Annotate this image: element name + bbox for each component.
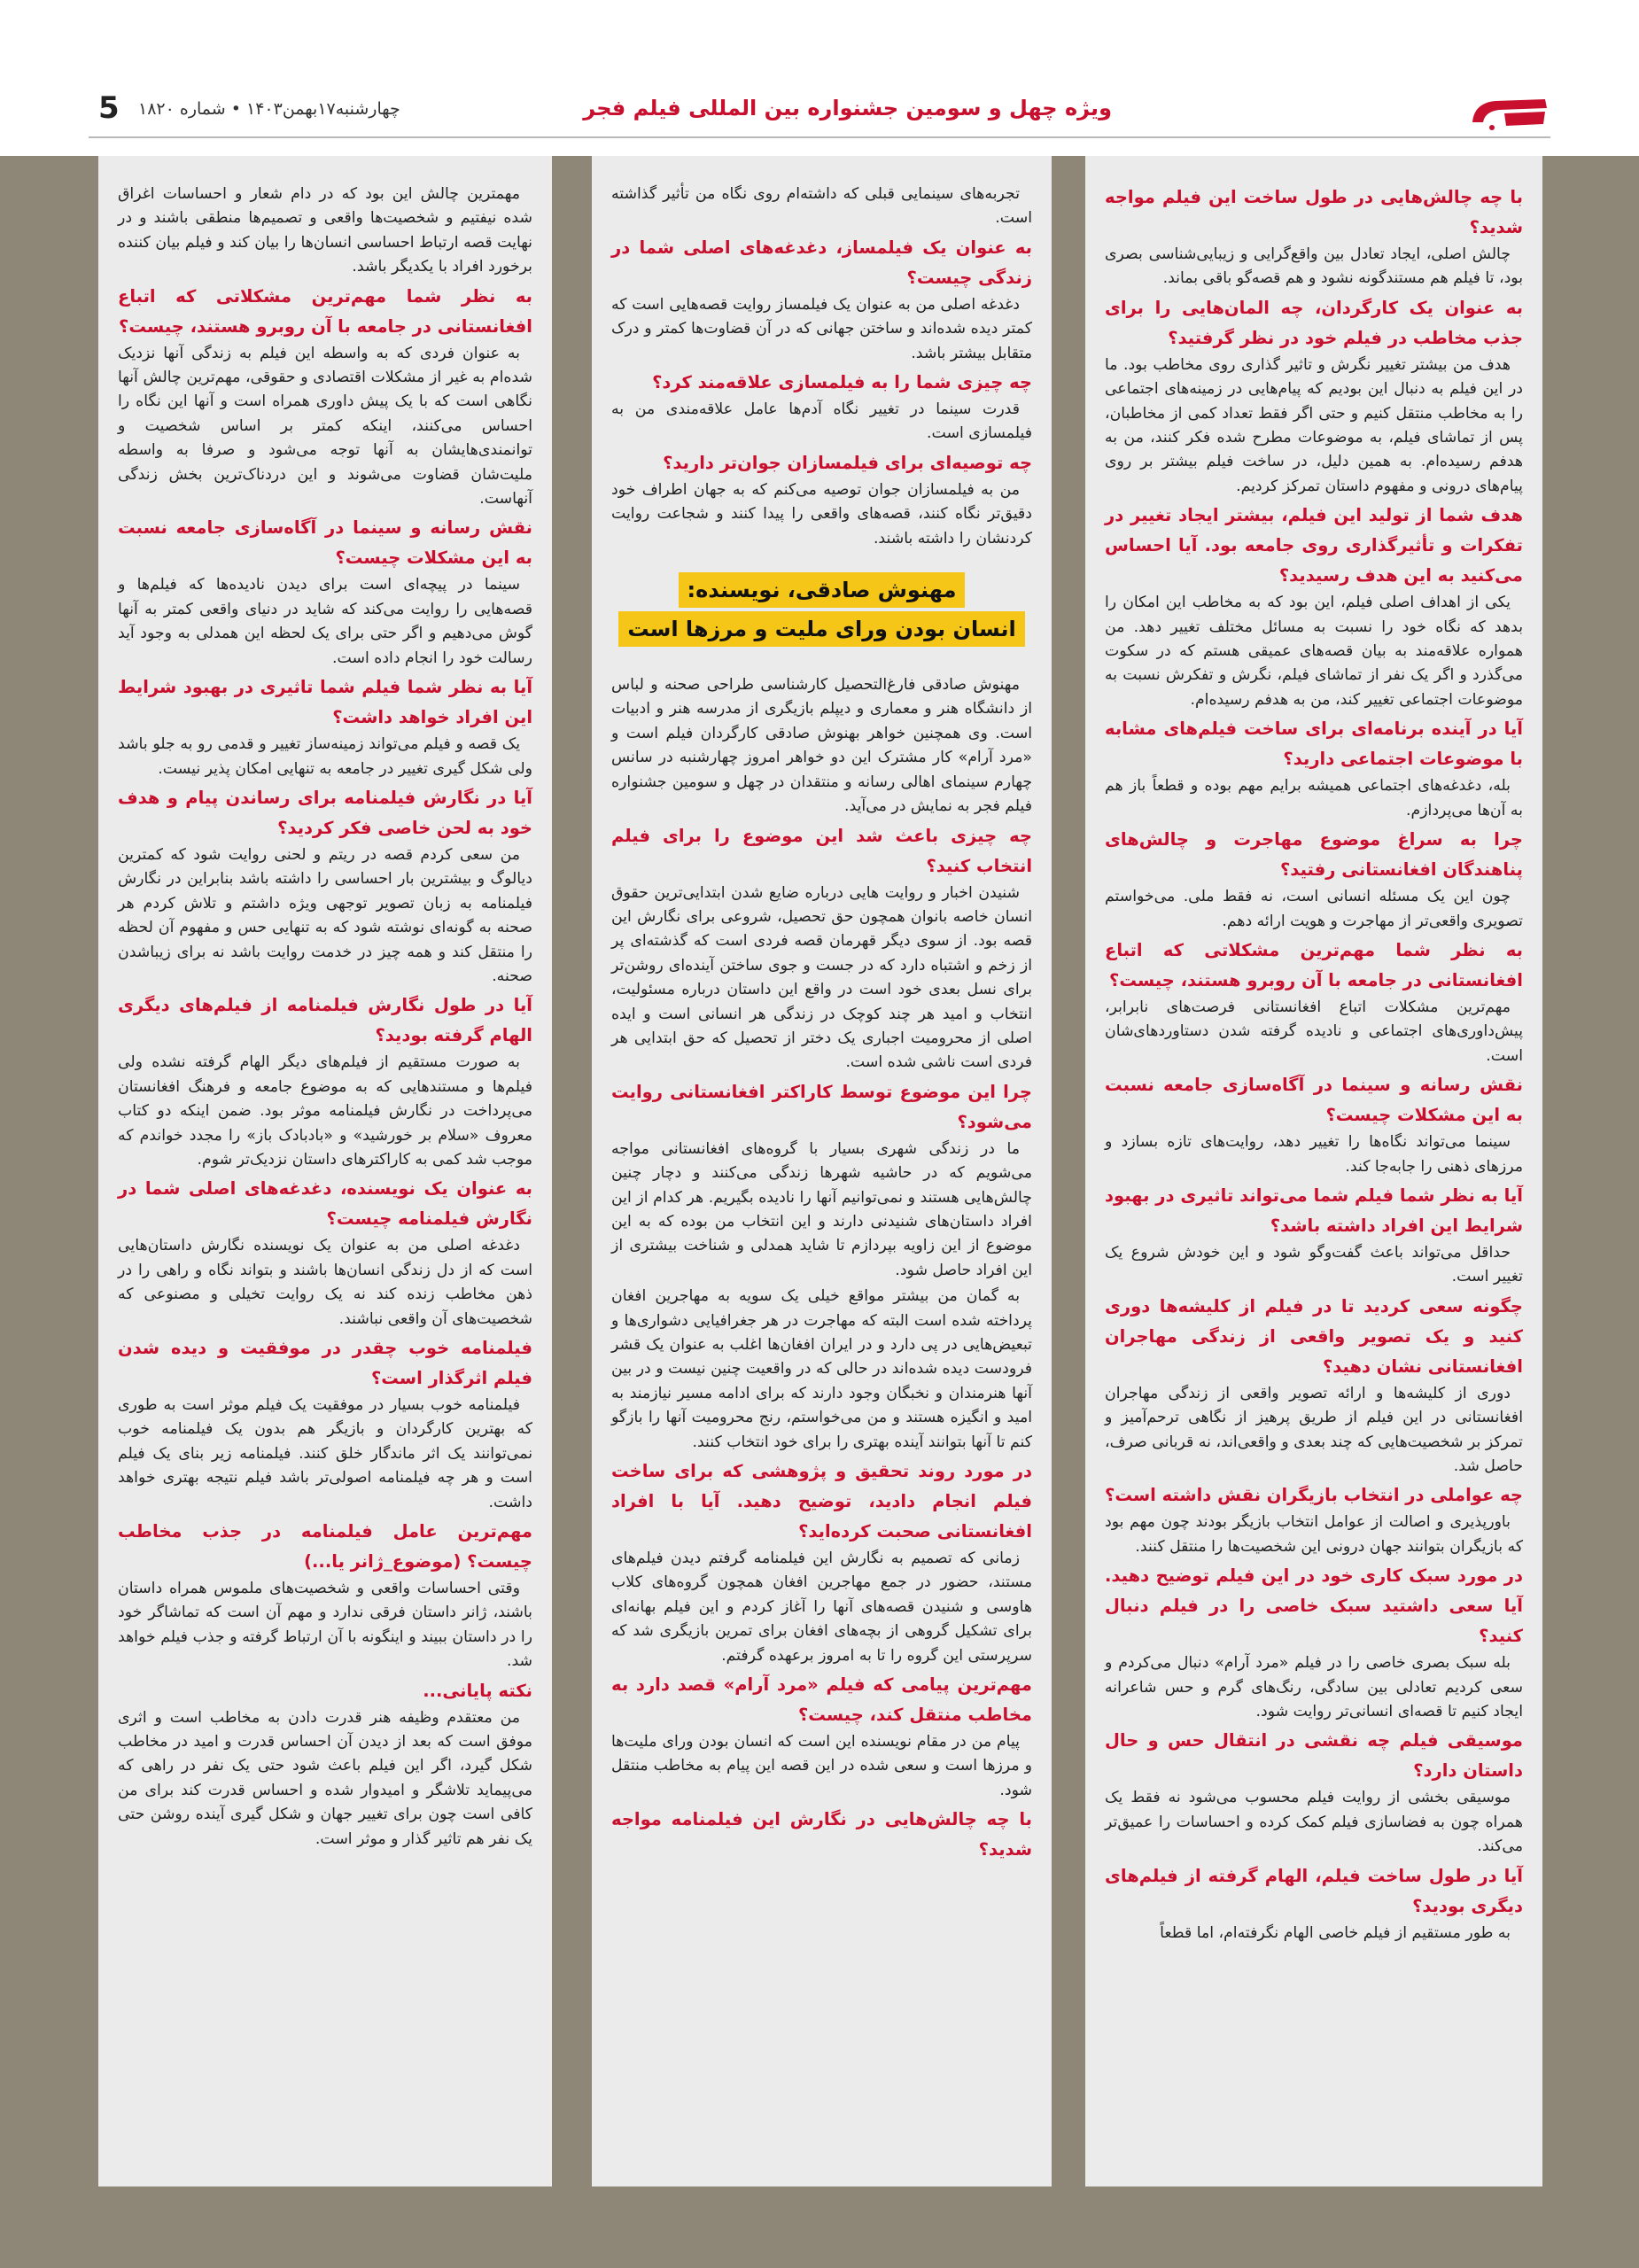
answer-paragraph: حداقل می‌تواند باعث گفت‌و‌گو شود و این خودش شروع یک تغییر است. bbox=[1105, 1243, 1523, 1286]
question-heading: فیلمنامه خوب چقدر در موفقیت و دیده شدن فیلم اثرگذار است؟ bbox=[118, 1338, 532, 1388]
saba-logo-icon bbox=[1469, 90, 1550, 133]
answer-paragraph: فیلمنامه خوب بسیار در موفقیت یک فیلم موثر است به طوری که بهترین کارگردان و بازیگر هم بدون یک فیلمنامه خوب نمی‌توانند یک اثر ماندگار خلق کنند. فیلمنامه زیر بنای یک فیلم است و هر چه فیلمنامه اصولی‌تر باشد فیلم نتیجه بهتری خواهد داشت. bbox=[118, 1396, 532, 1511]
answer-paragraph: به گمان من بیشتر مواقع خیلی یک سویه به مهاجرین افغان پرداخته شده است البته که مهاجرت در هر جغرافیایی دشواری‌ها و تبعیض‌هایی در پی دارد و در ایران افغان‌ها اغلب به عنوان یک قشر فرودست دیده شده‌اند در حالی که در واقعیت چنین نیست و در بین آنها هنرمندان و نخبگان وجود دارند که برای ادامه مسیر نیازمند به امید و انگیزه هستند و من می‌خواستم، رنج محرومیت آنها را بازگو کنم تا آنها بتوانند آینده بهتری را برای خود انتخاب کنند. bbox=[611, 1287, 1032, 1451]
question-heading: چرا این موضوع توسط کاراکتر افغانستانی روایت می‌شود؟ bbox=[611, 1081, 1032, 1132]
answer-paragraph: یکی از اهداف اصلی فیلم، این بود که به مخاطب این امکان را بدهد که نگاه خود را نسبت به مسائل مختلف تغییر دهد. من همواره علاقه‌مند به بیان قصه‌های عمیقی هستم که در سکوت می‌گذرد و اگر یک نفر از تماشای فیلم، نگرش و تفکرش نسبت به موضوعات اجتماعی تغییر کند، من به هدفم رسیده‌ام. bbox=[1105, 594, 1523, 709]
interview-callout bbox=[611, 571, 1032, 649]
question-heading: چه چیزی باعث شد این موضوع را برای فیلم انتخاب کنید؟ bbox=[611, 825, 1032, 876]
answer-paragraph: به صورت مستقیم از فیلم‌های دیگر الهام گرفته نشده ولی فیلم‌ها و مستندهایی که به موضوع جامعه و فرهنگ افغانستان می‌پرداخت در نگارش فیلمنامه موثر بود. ضمن اینکه دو کتاب معروف «سلام بر خورشید» و «بادبادک باز» را مجدد خواندم که موجب شد کمی به کاراکترهای داستان نزدیک‌تر شوم. bbox=[118, 1053, 532, 1169]
question-heading: در مورد روند تحقیق و پژوهشی که برای ساخت فیلم انجام دادید، توضیح دهید. آیا با افراد افغانستانی صحبت کرده‌اید؟ bbox=[611, 1461, 1032, 1542]
answer-paragraph: مهمترین چالش این بود که در دام شعار و احساسات اغراق شده نیفتیم و شخصیت‌ها واقعی و تصمیم‌ها منطقی باشند و در نهایت قصه ارتباط احساسی انسان‌ها را بیان کند و فیلم بیان کننده برخورد افراد با یکدیگر باشد. bbox=[118, 185, 532, 276]
question-heading: هدف شما از تولید این فیلم، بیشتر ایجاد تغییر در تفکرات و تأثیر‌گذاری روی جامعه بود. آیا احساس می‌کنید به این هدف رسیدید؟ bbox=[1105, 505, 1523, 586]
answer-paragraph: یک قصه و فیلم می‌تواند زمینه‌ساز تغییر و قدمی رو به جلو باشد ولی شکل گیری تغییر در جامعه به تنهایی امکان پذیر نیست. bbox=[118, 735, 532, 778]
question-heading: نقش رسانه و سینما در آگاه‌سازی جامعه نسبت به این مشکلات چیست؟ bbox=[118, 517, 532, 569]
question-heading: آیا در طول نگارش فیلمنامه از فیلم‌های دیگری الهام گرفته بودید؟ bbox=[118, 995, 532, 1046]
question-heading: آیا در آینده برنامه‌ای برای ساخت فیلم‌های مشابه با موضوعات اجتماعی دارید؟ bbox=[1105, 718, 1523, 770]
question-heading: به عنوان یک فیلمساز، دغدغه‌های اصلی شما در زندگی چیست؟ bbox=[611, 237, 1032, 288]
callout-line-2: انسان بودن ورای ملیت و مرزها است bbox=[618, 611, 1024, 647]
answer-paragraph: باورپذیری و اصالت از عوامل انتخاب بازیگر بودند چون مهم بود که بازیگران بتوانند جهان درونی این شخصیت‌ها را منتقل کنند. bbox=[1105, 1513, 1523, 1556]
question-heading: به نظر شما مهم‌ترین مشکلاتی که اتباع افغانستانی در جامعه با آن روبرو هستند، چیست؟ bbox=[118, 285, 532, 337]
answer-paragraph: من معتقدم وظیفه هنر قدرت دادن به مخاطب است و اثری موفق است که بعد از دیدن آن احساس قدرت و امید در مخاطب شکل گیرد، اگر این فیلم باعث شود حتی یک نفر در راهی که می‌پیماید تلاشگر و امیدوار شده و احساس قدرت کند برای من کافی است چون برای تغییر جهان و شکل گیری آینده روشن حتی یک نفر هم تاثیر گذار و موثر است. bbox=[118, 1708, 532, 1848]
answer-paragraph: مهنوش صادقی فارغ‌التحصیل کارشناسی طراحی صحنه و لباس از دانشگاه هنر و معماری و دیپلم بازیگری از مدرسه هنر و ادبیات است. وی همچنین خواهر بهنوش صادقی کارگردان فیلم است و «مرد آرام» کار مشترک این دو خواهر امروز چهارشنبه در سانس چهارم سینمای اهالی رسانه و منتقدان در چهل و سومین جشنواره فیلم فجر به نمایش در می‌آید. bbox=[611, 676, 1032, 816]
page-header bbox=[0, 0, 1639, 156]
answer-paragraph: قدرت سینما در تغییر نگاه آدم‌ها عامل علاقه‌مندی من به فیلمسازی است. bbox=[611, 400, 1032, 443]
answer-paragraph: زمانی که تصمیم به نگارش این فیلمنامه گرفتم دیدن فیلم‌های مستند، حضور در جمع مهاجرین افغان همچون گروه‌های کلاب هاوسی و شنیدن قصه‌های آنها را آغاز کردم و این فیلم بهانه‌ای برای تشکیل گروهی از بچه‌های افغان برای تمرین بازیگری شد که سرپرستی این گروه را تا به امروز برعهده گرفتم. bbox=[611, 1550, 1032, 1665]
answer-paragraph: چون این یک مسئله انسانی است، نه فقط ملی. می‌خواستم تصویری واقعی‌تر از مهاجرت و هویت ارائه دهم. bbox=[1105, 888, 1523, 930]
question-heading: نکته پایانی... bbox=[423, 1680, 532, 1701]
question-heading: مهم‌ترین پیامی که فیلم «مرد آرام» قصد دارد به مخاطب منتقل کند، چیست؟ bbox=[611, 1674, 1032, 1726]
answer-paragraph: بله، دغدغه‌های اجتماعی همیشه برایم مهم بوده و قطعاً باز هم به آن‌ها می‌پردازم. bbox=[1105, 777, 1523, 819]
callout-line-1: مهنوش صادقی، نویسنده: bbox=[679, 572, 966, 608]
question-heading: به عنوان یک کارگردان، چه المان‌هایی را برای جذب مخاطب در فیلم خود در نظر گرفتید؟ bbox=[1105, 297, 1523, 348]
answer-paragraph: بله سبک بصری خاصی را در فیلم «مرد آرام» دنبال می‌کردم و سعی کردیم تعادلی بین سادگی، رنگ‌های گرم و حس شاعرانه ایجاد کنیم تا قصه‌ای انسانی‌تر روایت شود. bbox=[1105, 1654, 1523, 1720]
issue-date: چهارشنبه۱۷بهمن۱۴۰۳ • شماره ۱۸۲۰ bbox=[138, 99, 400, 119]
question-heading: چگونه سعی کردید تا در فیلم از کلیشه‌ها دوری کنید و یک تصویر واقعی از زندگی مهاجران افغانستانی نشان دهید؟ bbox=[1105, 1295, 1523, 1377]
question-heading: آیا به نظر شما فیلم شما تاثیری در بهبود شرایط این افراد خواهد داشت؟ bbox=[118, 677, 532, 728]
question-heading: به عنوان یک نویسنده، دغدغه‌های اصلی شما در نگارش فیلمنامه چیست؟ bbox=[118, 1178, 532, 1230]
answer-paragraph: چالش اصلی، ایجاد تعادل بین واقع‌گرایی و زیبایی‌شناسی بصری بود، تا فیلم هم مستندگونه نشود و هم قصه‌گو باقی بماند. bbox=[1105, 245, 1523, 288]
answer-paragraph: هدف من بیشتر تغییر نگرش و تاثیر گذاری روی مخاطب بود. ما در این فیلم به دنبال این بودیم که پیام‌هایی در زمینه‌های اجتماعی را به مخاطب منتقل کنیم و حتی اگر فقط تعداد کمی از مخاطبان، پس از تماشای فیلم، به موضوعات مطرح شده فکر کنند، من به هدفم رسیده‌ام. به همین دلیل، در ساخت فیلم بیشتر بر روی پیام‌های درونی و مفهوم داستان تمرکز کردیم. bbox=[1105, 355, 1523, 495]
question-heading: در مورد سبک کاری خود در این فیلم توضیح دهید. آیا سعی داشتید سبک خاصی را در فیلم دنبال کنید؟ bbox=[1105, 1565, 1523, 1647]
question-heading: آیا در نگارش فیلمنامه برای رساندن پیام و هدف خود به لحن خاصی فکر کردید؟ bbox=[118, 787, 532, 838]
answer-paragraph: موسیقی بخشی از روایت فیلم محسوب می‌شود نه فقط یک همراه چون به فضاسازی فیلم کمک کرده و احساسات را عمیق‌تر می‌کند. bbox=[1105, 1789, 1523, 1856]
question-heading: چه چیزی شما را به فیلمسازی علاقه‌مند کرد؟ bbox=[652, 372, 1032, 393]
answer-paragraph: پیام من در مقام نویسنده این است که انسان بودن ورای ملیت‌ها و مرزها است و سعی شده در این قصه این پیام به مخاطب منتقل شود. bbox=[611, 1733, 1032, 1799]
question-heading: چه عواملی در انتخاب بازیگران نقش داشته است؟ bbox=[1105, 1485, 1523, 1506]
answer-paragraph: سینما می‌تواند نگاه‌ها را تغییر دهد، روایت‌های تازه بسازد و مرزهای ذهنی را جابه‌جا کند. bbox=[1105, 1133, 1523, 1176]
answer-paragraph: به طور مستقیم از فیلم خاصی الهام نگرفته‌ام، اما قطعاً bbox=[1160, 1923, 1511, 1942]
question-heading: چرا به سراغ موضوع مهاجرت و چالش‌های پناهندگان افغانستانی رفتید؟ bbox=[1105, 829, 1523, 881]
question-heading: نقش رسانه و سینما در آگاه‌سازی جامعه نسبت به این مشکلات چیست؟ bbox=[1105, 1075, 1523, 1126]
answer-paragraph: ما در زندگی شهری بسیار با گروه‌های افغانستانی مواجه می‌شویم که در حاشیه شهرها زندگی می‌کنند و دچار چنین چالش‌هایی هستند و نمی‌توانیم آنها را نادیده بگیریم. هر کدام از این افراد داستان‌های شنیدنی دارند و این انتخاب من بوده که به این موضوع از این زاویه بپردازم تا شاید همدلی و شناخت بیشتری از این افراد حاصل شود. bbox=[611, 1139, 1032, 1279]
article-column-left bbox=[98, 156, 552, 2186]
page-section-title: ویژه چهل و سومین جشنواره بین المللی فیلم فجر bbox=[583, 96, 1112, 120]
answer-paragraph: من به فیلمسازان جوان توصیه می‌کنم که به جهان اطراف خود دقیق‌تر نگاه کنند، قصه‌های واقعی را پیدا کنند و شجاعت روایت کردنشان را داشته باشند. bbox=[611, 480, 1032, 548]
question-heading: به نظر شما مهم‌ترین مشکلاتی که اتباع افغانستانی در جامعه با آن روبرو هستند، چیست؟ bbox=[1105, 939, 1523, 990]
answer-paragraph: دغدغه اصلی من به عنوان یک نویسنده نگارش داستان‌هایی است که از دل زندگی انسان‌ها باشند و بتواند نگاه و راهی را در ذهن مخاطب زنده کند نه یک روایت تخیلی و مصنوعی که شخصیت‌های آن واقعی نباشند. bbox=[118, 1237, 532, 1328]
question-heading: مهم‌ترین عامل فیلمنامه در جذب مخاطب چیست؟ (موضوع_ژانر یا...) bbox=[118, 1521, 532, 1573]
article-column-right bbox=[1085, 156, 1542, 2186]
answer-paragraph: تجربه‌های سینمایی قبلی که داشته‌ام روی نگاه من تأثیر گذاشته است. bbox=[611, 185, 1032, 228]
answer-paragraph: سینما در پیچه‌ای است برای دیدن نادیده‌ها که فیلم‌ها و قصه‌هایی را روایت می‌کند که شاید در دنیای واقعی کمتر به آنها گوش می‌دهیم و اگر حتی برای یک لحظه این همدلی به وجود آید رسالت خود را انجام داده است. bbox=[118, 576, 532, 667]
answer-paragraph: وقتی احساسات واقعی و شخصیت‌های ملموس همراه داستان باشند، ژانر داستان فرقی ندارد و مهم آن است که تماشاگر خود را در داستان ببیند و اینگونه با آن ارتباط گرفته و جذب فیلم خواهد شد. bbox=[118, 1580, 532, 1671]
answer-paragraph: من سعی کردم قصه در ریتم و لحنی روایت شود که کمترین دیالوگ و بیشترین بار احساسی را داشته باشد بنابراین در نگارش فیلمنامه به زبان تصویر توجهی ویژه داشتم و تلاش کردم هر صحنه به گونه‌ای نوشته شود که به تنهایی حس و مفهوم آن لحظه را منتقل کند و همه چیز در خدمت روایت باشد نه برای زیباشدن صحنه. bbox=[118, 845, 532, 985]
answer-paragraph: دغدغه اصلی من به عنوان یک فیلمساز روایت قصه‌هایی است که کمتر دیده شده‌اند و ساختن جهانی که در آن قضاوت‌ها کمتر و درک متقابل بیشتر باشد. bbox=[611, 295, 1032, 362]
article-column-middle bbox=[592, 156, 1052, 2186]
header-divider bbox=[89, 136, 1550, 138]
answer-paragraph: به عنوان فردی که به واسطه این فیلم به زندگی آنها نزدیک شده‌ام به غیر از مشکلات اقتصادی و حقوقی، مهم‌ترین چالش آنها نگاهی است که با یک پیش داوری همراه است و آنها این نگاه را احساس می‌کنند، اینکه کمتر بر اساس شخصیت و توانمندی‌هایشان به آنها توجه می‌شود و صرفا به واسطه ملیت‌شان قضاوت می‌شوند و این دردناک‌ترین بخش زندگی آنهاست. bbox=[118, 344, 532, 509]
page-number: 5 bbox=[98, 90, 120, 126]
answer-paragraph: دوری از کلیشه‌ها و ارائه تصویر واقعی از زندگی مهاجران افغانستانی در این فیلم از طریق پرهیز از نگاهی ترحم‌آمیز و تمرکز بر شخصیت‌هایی که چند بعدی و واقعی‌اند، نه قربانی صرف، حاصل شد. bbox=[1105, 1384, 1523, 1475]
question-heading: با چه چالش‌هایی در طول ساخت این فیلم مواجه شدید؟ bbox=[1105, 187, 1523, 237]
question-heading: آیا به نظر شما فیلم شما می‌تواند تاثیری در بهبود شرایط این افراد داشته باشد؟ bbox=[1105, 1184, 1523, 1236]
question-heading: موسیقی فیلم چه نقشی در انتقال حس و حال داستان دارد؟ bbox=[1105, 1730, 1523, 1782]
answer-paragraph: شنیدن اخبار و روایت هایی درباره ضایع شدن ابتدایی‌ترین حقوق انسان خاصه بانوان همچون حق تحصیل، شروعی برای نگارش این قصه بود. از سوی دیگر قهرمان قصه فردی است که گذشته‌ای پر از زخم و اشتباه دارد که در جست و جوی ساختن آینده‌ای روشن‌تر برای نسل بعدی خود است در واقع این داستان درباره مسئولیت، انتخاب و امید هر چند کوچک در زندگی هر انسانی است و ایده اصلی از محرومیت اجباری یک دختر از تحصیل که حق ابتدایی هر فردی است ناشی شده است. bbox=[611, 883, 1032, 1072]
answer-paragraph: مهم‌ترین مشکلات اتباع افغانستانی فرصت‌های نابرابر، پیش‌داوری‌های اجتماعی و نادیده گرفته شدن دستاوردهای‌شان است. bbox=[1105, 998, 1523, 1065]
question-heading: آیا در طول ساخت فیلم، الهام گرفته از فیلم‌های دیگری بودید؟ bbox=[1105, 1865, 1523, 1916]
question-heading: با چه چالش‌هایی در نگارش این فیلمنامه مواجه شدید؟ bbox=[611, 1809, 1032, 1860]
question-heading: چه توصیه‌ای برای فیلمسازان جوان‌تر دارید؟ bbox=[663, 452, 1032, 473]
